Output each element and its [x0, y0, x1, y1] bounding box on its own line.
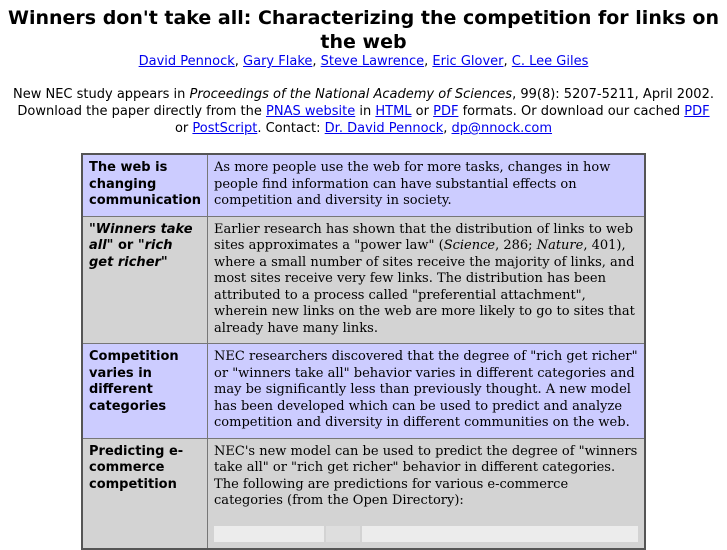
predictions-column: [362, 526, 638, 542]
email-link[interactable]: dp@nnock.com: [451, 121, 553, 136]
row-text-cell: [208, 438, 645, 549]
pnas-website-link[interactable]: PNAS website: [266, 104, 356, 119]
intro-text-8: ,: [443, 121, 452, 136]
summary-table: [81, 153, 646, 550]
table-row: [82, 216, 645, 344]
row-heading: The web is changing communication: [82, 154, 208, 216]
intro-text-5: formats. Or download our cached: [458, 104, 685, 119]
intro-text-1: New NEC study appears in: [13, 87, 190, 102]
intro-text-4: or: [411, 104, 434, 119]
contact-link[interactable]: Dr. David Pennock: [324, 121, 444, 136]
table-row: [82, 154, 645, 216]
author-link-glover[interactable]: Eric Glover: [432, 54, 504, 69]
row-text: NEC researchers discovered that the degree of "rich get richer" or "winners take all" behavior varies in different categories and may be significantly less than previously thought. A new model has been developed which can be used to predict and analyze competition and diversity in different communities on the web.: [208, 344, 645, 439]
intro-text-3: in: [355, 104, 376, 119]
row-text: [208, 216, 645, 344]
intro-text-7: . Contact:: [257, 121, 325, 136]
row-heading: Predicting e-commerce competition: [82, 438, 208, 549]
journal-nature: Nature: [536, 238, 584, 253]
author-link-pennock[interactable]: David Pennock: [138, 54, 235, 69]
row-text-part-1: Earlier research has shown that the distribution of links to web sites approximates a "power law" (: [214, 221, 634, 253]
heading-or: or: [113, 238, 138, 253]
row-heading: Competition varies in different categories: [82, 344, 208, 439]
journal-name: Proceedings of the National Academy of Sciences: [189, 87, 513, 102]
author-link-giles[interactable]: C. Lee Giles: [511, 54, 589, 69]
intro-paragraph: [10, 86, 717, 137]
row-text: NEC's new model can be used to predict the degree of "winners take all" or "rich get richer" behavior in different categories. The following are predictions for various e-commerce categories (from the Open Directory):: [214, 443, 638, 508]
heading-quote-winners: "Winners take all": [89, 221, 193, 253]
html-link[interactable]: HTML: [375, 104, 412, 119]
intro-text-2: , 99(8): 5207-5211, April 2002. Download the paper directly from the: [17, 87, 714, 119]
intro-text-6: or: [174, 121, 193, 136]
row-heading: [82, 216, 208, 344]
table-row: [82, 438, 645, 549]
table-row: [82, 344, 645, 439]
page-title: Winners don't take all: Characterizing the competition for links on the web: [8, 7, 719, 53]
row-text-part-3: , 401), where a small number of sites receive the majority of links, and most sites receive very few links. The distribution has been attributed to a process called "preferential attachment", wherein new links on the web are more likely to go to sites that already have many links.: [214, 238, 635, 336]
predictions-column: [214, 526, 324, 542]
row-text: As more people use the web for more tasks, changes in how people find information can have substantial effects on competition and diversity in society.: [208, 154, 645, 216]
predictions-table-preview: [214, 526, 638, 542]
heading-quote-rich: "rich get richer": [89, 238, 173, 270]
journal-science: Science: [443, 238, 496, 253]
row-text-part-2: , 286;: [495, 238, 537, 253]
predictions-column: [326, 526, 360, 542]
author-link-lawrence[interactable]: Steve Lawrence: [320, 54, 425, 69]
author-link-flake[interactable]: Gary Flake: [243, 54, 313, 69]
cached-pdf-link[interactable]: PDF: [684, 104, 710, 119]
postscript-link[interactable]: PostScript: [192, 121, 258, 136]
author-list: David Pennock, Gary Flake, Steve Lawrence, Eric Glover, C. Lee Giles: [138, 54, 589, 69]
pdf-link[interactable]: PDF: [433, 104, 459, 119]
